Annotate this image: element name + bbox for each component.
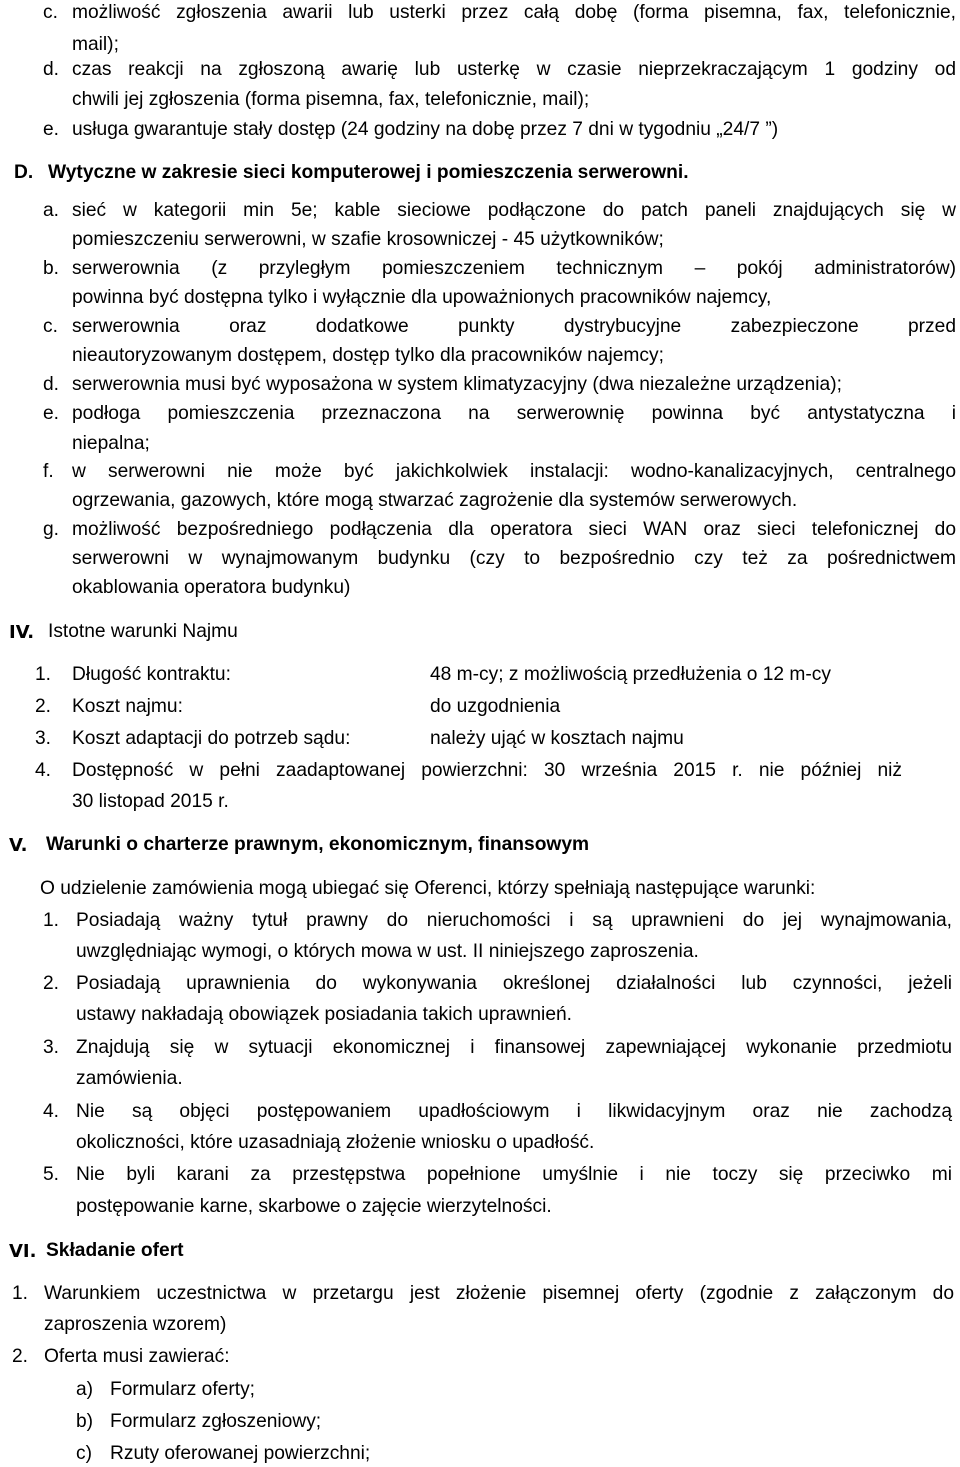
list-label-d: d. bbox=[43, 59, 60, 80]
vi-item-1-line2: zaproszenia wzorem) bbox=[44, 1314, 227, 1335]
d-item-e-line1: podłoga pomieszczenia przeznaczona na serwerownię powinna być antystatyczna i bbox=[72, 403, 956, 424]
v-label-4: 4. bbox=[43, 1101, 60, 1122]
v-label-2: 2. bbox=[43, 973, 60, 994]
d-item-e-line2: niepalna; bbox=[72, 433, 150, 454]
v-item-2-line2: ustawy nakładają obowiązek posiadania takich uprawnień. bbox=[76, 1004, 572, 1025]
section-v-intro: O udzielenie zamówienia mogą ubiegać się Oferenci, którzy spełniają następujące warunki: bbox=[40, 878, 816, 899]
d-item-b-line2: powinna być dostępna tylko i wyłącznie dla upoważnionych pracowników najemcy, bbox=[72, 287, 772, 308]
iv-key-3: Koszt adaptacji do potrzeb sądu: bbox=[72, 728, 351, 749]
d-item-f-line2: ogrzewania, gazowych, które mogą stwarzać zagrożenie dla systemów serwerowych. bbox=[72, 490, 798, 511]
d-item-g-line3: okablowania operatora budynku) bbox=[72, 577, 351, 598]
v-item-5-line1: Nie byli karani za przestępstwa popełnione umyślnie i nie toczy się przeciwko mi bbox=[76, 1164, 952, 1185]
section-v-title: Warunki o charterze prawnym, ekonomicznym, finansowym bbox=[46, 834, 590, 855]
vi-item-2-line1: Oferta musi zawierać: bbox=[44, 1346, 230, 1367]
section-iv-title: Istotne warunki Najmu bbox=[48, 621, 238, 642]
section-vi-title: Składanie ofert bbox=[46, 1240, 184, 1261]
vi-label-2: 2. bbox=[12, 1346, 29, 1367]
iv-label-3: 3. bbox=[35, 728, 52, 749]
d-item-c-line2: nieautoryzowanym dostępem, dostęp tylko dla pracowników najemcy; bbox=[72, 345, 664, 366]
list-label-a: a. bbox=[43, 200, 60, 221]
list-label-c: c. bbox=[43, 2, 58, 23]
d-item-f-line1: w serwerowni nie może być jakichkolwiek instalacji: wodno-kanalizacyjnych, centralnego bbox=[72, 461, 956, 482]
vi-item-1-line1: Warunkiem uczestnictwa w przetargu jest złożenie pisemnej oferty (zgodnie z załączonym do bbox=[44, 1283, 954, 1304]
v-label-1: 1. bbox=[43, 910, 60, 931]
v-label-5: 5. bbox=[43, 1164, 60, 1185]
iv-label-2: 2. bbox=[35, 696, 52, 717]
vi-sub-item-b: Formularz zgłoszeniowy; bbox=[110, 1411, 322, 1432]
v-label-3: 3. bbox=[43, 1037, 60, 1058]
v-item-3-line1: Znajdują się w sytuacji ekonomicznej i finansowej zapewniającej wykonanie przedmiotu bbox=[76, 1037, 952, 1058]
list-label-c2: c. bbox=[43, 316, 58, 337]
iv-key-2: Koszt najmu: bbox=[72, 696, 183, 717]
v-item-1-line2: uwzględniając wymogi, o których mowa w ust. II niniejszego zaproszenia. bbox=[76, 941, 699, 962]
item-d-line1: czas reakcji na zgłoszoną awarię lub usterkę w czasie nieprzekraczającym 1 godziny od bbox=[72, 59, 956, 80]
iv-item-4-line2: 30 listopad 2015 r. bbox=[72, 791, 229, 812]
vi-sub-item-c: Rzuty oferowanej powierzchni; bbox=[110, 1443, 371, 1464]
d-item-b-line1: serwerownia (z przyległym pomieszczeniem technicznym – pokój administratorów) bbox=[72, 258, 956, 279]
iv-key-1: Długość kontraktu: bbox=[72, 664, 231, 685]
section-d-label: D. bbox=[14, 162, 34, 183]
vi-sub-label-a: a) bbox=[76, 1379, 94, 1400]
vi-sub-label-c: c) bbox=[76, 1443, 92, 1464]
section-v-numeral: V. bbox=[9, 835, 28, 856]
d-item-d-line1: serwerownia musi być wyposażona w system klimatyzacyjny (dwa niezależne urządzenia); bbox=[72, 374, 842, 395]
iv-item-4-line1: Dostępność w pełni zaadaptowanej powierzchni: 30 września 2015 r. nie później niż bbox=[72, 760, 902, 781]
item-c-line2: mail); bbox=[72, 34, 119, 55]
vi-label-1: 1. bbox=[12, 1283, 29, 1304]
item-d-line2: chwili jej zgłoszenia (forma pisemna, fax, telefonicznie, mail); bbox=[72, 89, 590, 110]
section-d-title: Wytyczne w zakresie sieci komputerowej i pomieszczenia serwerowni. bbox=[48, 162, 689, 183]
list-label-d2: d. bbox=[43, 374, 60, 395]
list-label-g: g. bbox=[43, 519, 60, 540]
v-item-4-line1: Nie są objęci postępowaniem upadłościowym i likwidacyjnym oraz nie zachodzą bbox=[76, 1101, 952, 1122]
v-item-2-line1: Posiadają uprawnienia do wykonywania określonej działalności lub czynności, jeżeli bbox=[76, 973, 952, 994]
list-label-f: f. bbox=[43, 461, 54, 482]
iv-label-1: 1. bbox=[35, 664, 52, 685]
v-item-5-line2: postępowanie karne, skarbowe o zajęcie wierzytelności. bbox=[76, 1196, 552, 1217]
d-item-a-line2: pomieszczeniu serwerowni, w szafie krosowniczej - 45 użytkowników; bbox=[72, 229, 664, 250]
list-label-b: b. bbox=[43, 258, 60, 279]
iv-value-3: należy ująć w kosztach najmu bbox=[430, 728, 684, 749]
vi-sub-item-a: Formularz oferty; bbox=[110, 1379, 256, 1400]
section-iv-numeral: IV. bbox=[9, 622, 35, 643]
v-item-3-line2: zamówienia. bbox=[76, 1068, 183, 1089]
item-c-line1: możliwość zgłoszenia awarii lub usterki przez całą dobę (forma pisemna, fax, telefonicznie, bbox=[72, 2, 956, 23]
d-item-c-line1: serwerownia oraz dodatkowe punkty dystrybucyjne zabezpieczone przed bbox=[72, 316, 956, 337]
vi-sub-label-b: b) bbox=[76, 1411, 94, 1432]
v-item-4-line2: okoliczności, które uzasadniają złożenie wniosku o upadłość. bbox=[76, 1132, 595, 1153]
iv-value-1: 48 m-cy; z możliwością przedłużenia o 12 m-cy bbox=[430, 664, 831, 685]
section-vi-numeral: VI. bbox=[9, 1241, 37, 1262]
list-label-e: e. bbox=[43, 119, 60, 140]
iv-label-4: 4. bbox=[35, 760, 52, 781]
iv-value-2: do uzgodnienia bbox=[430, 696, 561, 717]
d-item-g-line2: serwerowni w wynajmowanym budynku (czy to bezpośrednio czy też za pośrednictwem bbox=[72, 548, 956, 569]
d-item-a-line1: sieć w kategorii min 5e; kable sieciowe podłączone do patch paneli znajdujących się w bbox=[72, 200, 956, 221]
v-item-1-line1: Posiadają ważny tytuł prawny do nieruchomości i są uprawnieni do jej wynajmowania, bbox=[76, 910, 952, 931]
item-e-line1: usługa gwarantuje stały dostęp (24 godziny na dobę przez 7 dni w tygodniu „24/7 ”) bbox=[72, 119, 779, 140]
d-item-g-line1: możliwość bezpośredniego podłączenia dla operatora sieci WAN oraz sieci telefonicznej do bbox=[72, 519, 956, 540]
list-label-e2: e. bbox=[43, 403, 60, 424]
